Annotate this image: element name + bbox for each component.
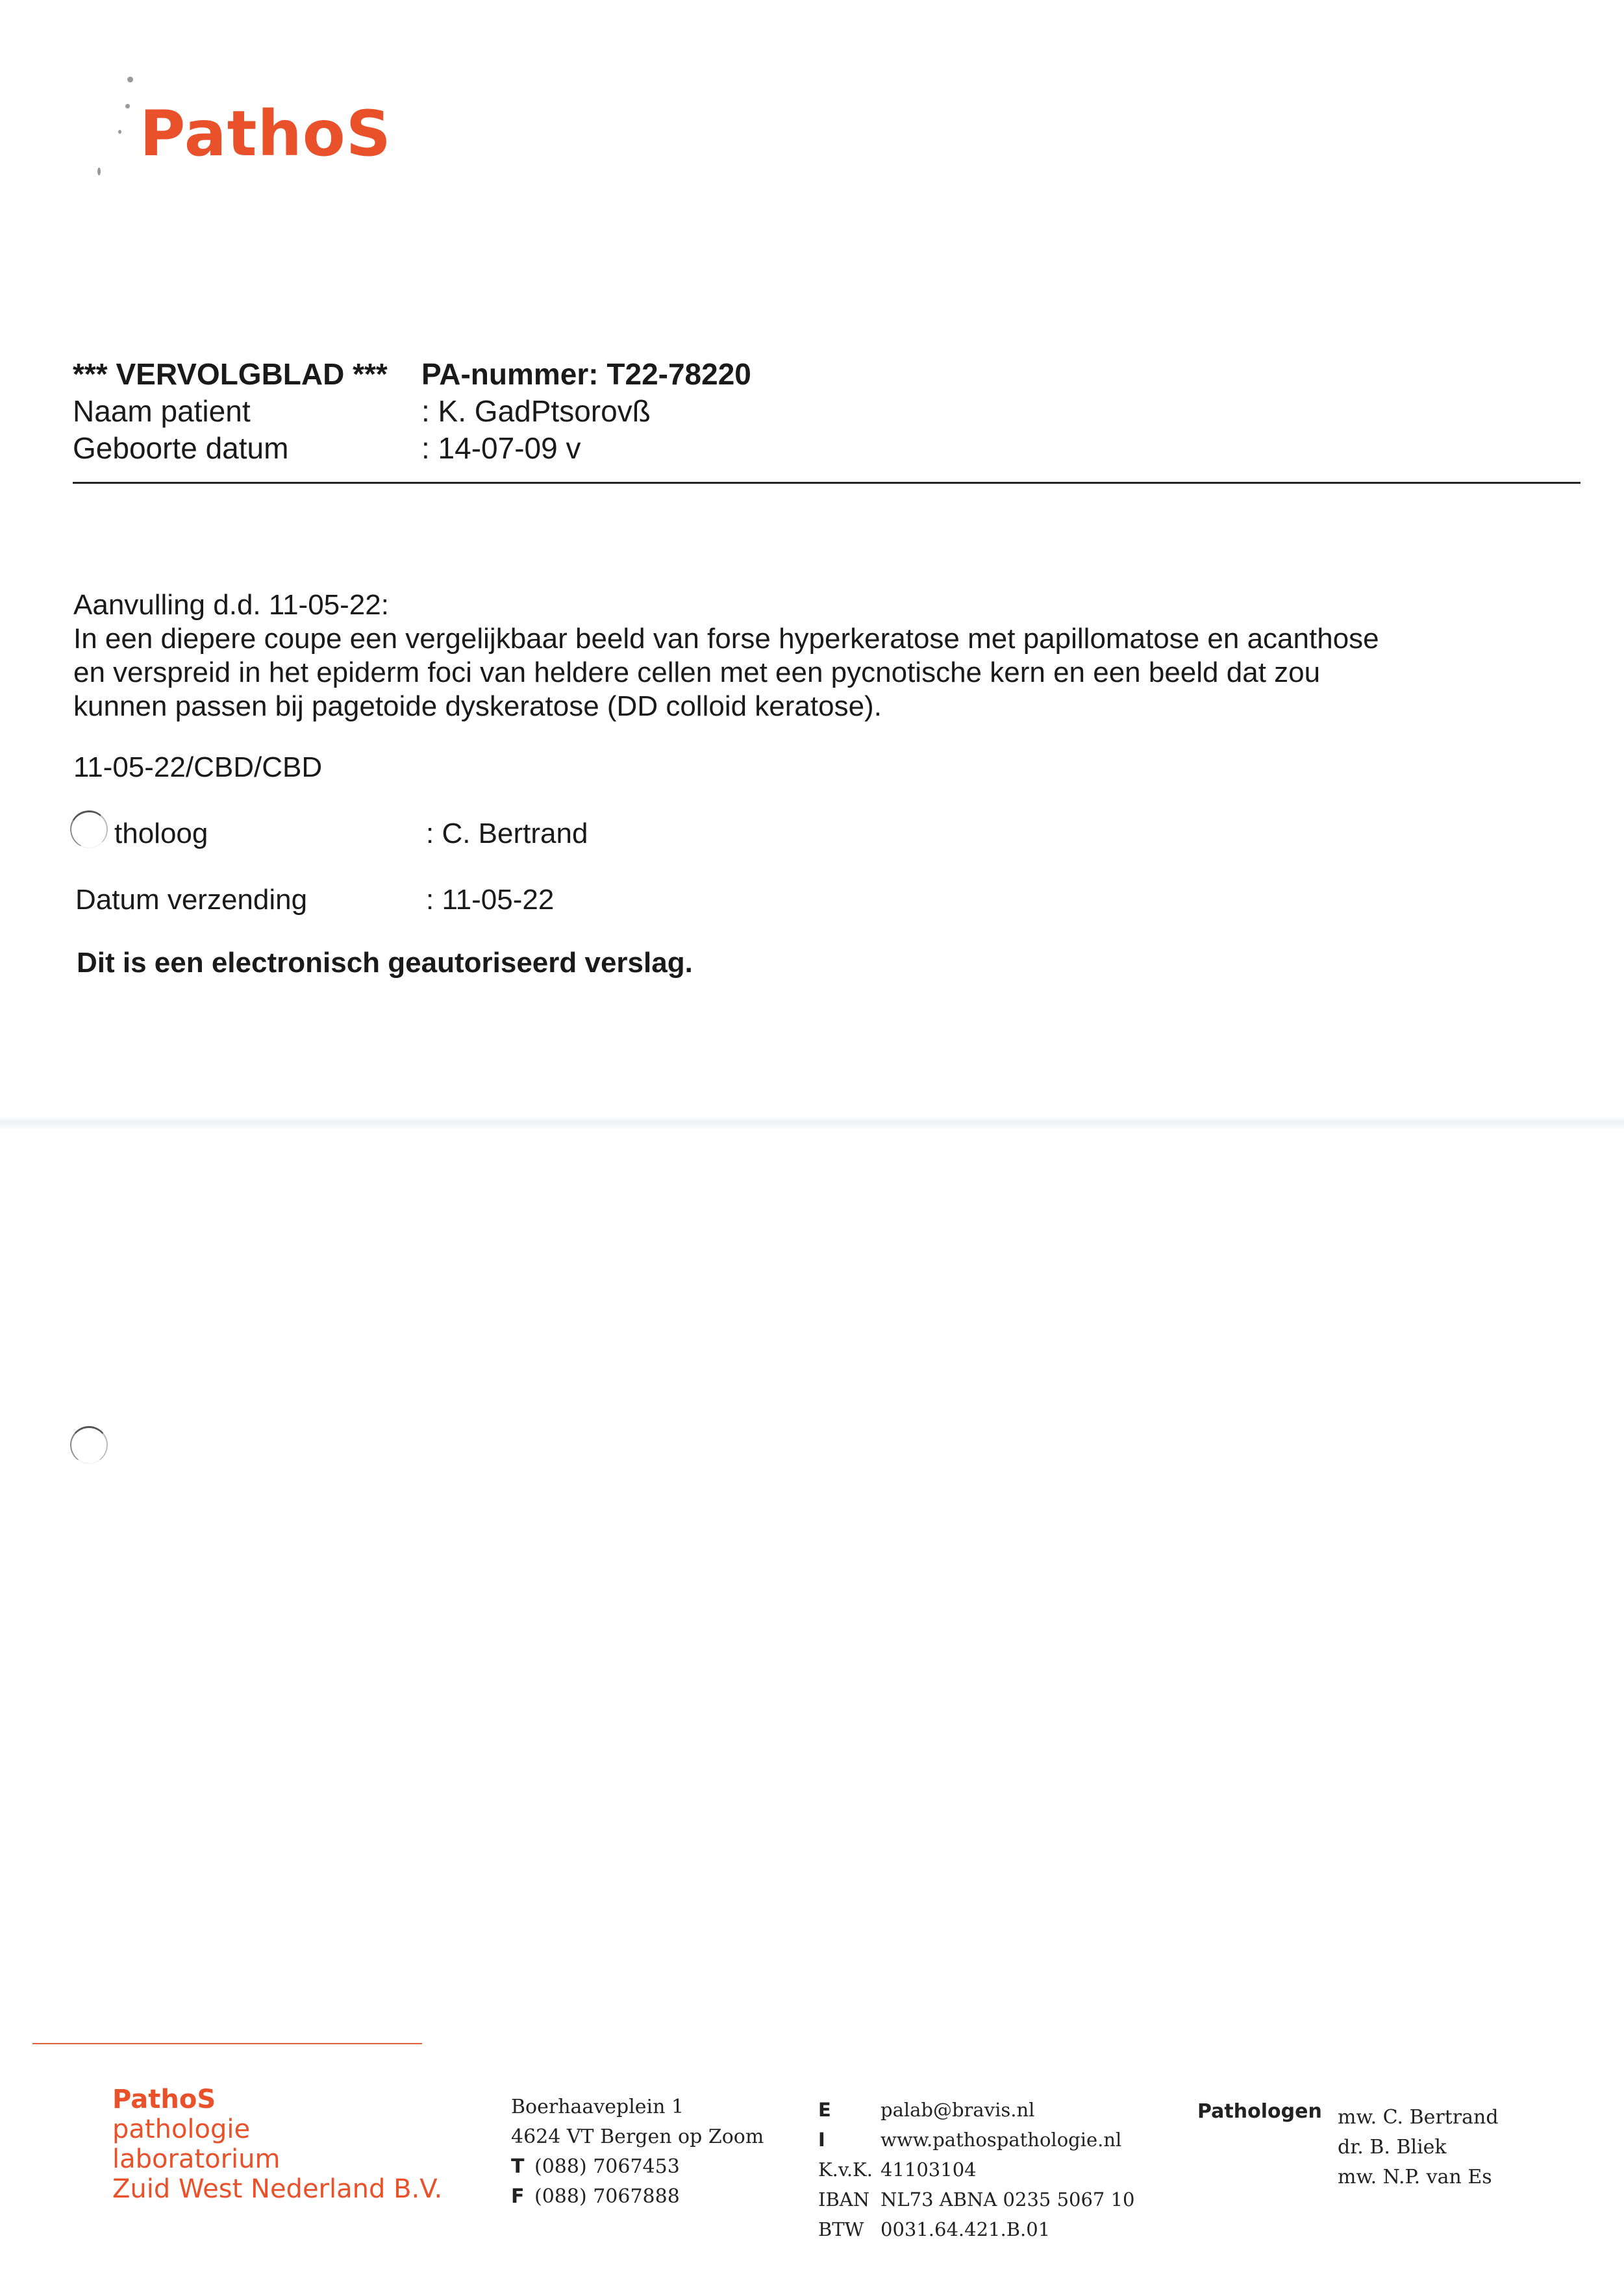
paper-fold bbox=[0, 1116, 1624, 1130]
footer-contact bbox=[818, 2095, 1135, 2244]
contact-kvk bbox=[818, 2155, 1135, 2185]
punch-hole-mark bbox=[70, 1426, 108, 1464]
pa-number-value: T22-78220 bbox=[606, 357, 751, 391]
footer-divider bbox=[32, 2043, 422, 2044]
contact-value: 0031.64.421.B.01 bbox=[881, 2218, 1051, 2240]
authorisation-note: Dit is een electronisch geautoriseerd verslag. bbox=[77, 947, 693, 979]
scan-speck bbox=[125, 104, 130, 108]
addendum-heading: Aanvulling d.d. 11-05-22: bbox=[73, 589, 389, 621]
footer-brand-line: laboratorium bbox=[112, 2144, 281, 2174]
report-line: en verspreid in het epiderm foci van heldere cellen met een pycnotische kern en een beeld dat zou bbox=[73, 657, 1321, 688]
contact-email bbox=[818, 2095, 1135, 2125]
header-divider bbox=[73, 482, 1580, 484]
contact-key: K.v.K. bbox=[818, 2159, 873, 2181]
address-phone bbox=[511, 2152, 764, 2182]
patient-name-value: : K. GadPtsorovß bbox=[421, 394, 651, 428]
contact-value: www.pathospathologie.nl bbox=[881, 2129, 1122, 2151]
contact-key: I bbox=[818, 2129, 825, 2151]
fax-value: (088) 7067888 bbox=[534, 2185, 680, 2208]
address-street: Boerhaaveplein 1 bbox=[511, 2096, 684, 2118]
pathologist-value: : C. Bertrand bbox=[426, 818, 588, 849]
pathos-logo: PathoS bbox=[140, 97, 392, 170]
report-line: In een diepere coupe een vergelijkbaar beeld van forse hyperkeratose met papillomatose en acanthose bbox=[73, 623, 1379, 655]
footer-brand-line: pathologie bbox=[112, 2114, 251, 2144]
sent-date-value: : 11-05-22 bbox=[426, 884, 555, 916]
contact-key: BTW bbox=[818, 2218, 864, 2240]
sent-date-label: Datum verzending bbox=[75, 884, 308, 916]
fax-key: F bbox=[511, 2185, 525, 2208]
patient-header bbox=[73, 356, 751, 467]
pa-number-label: PA-nummer: bbox=[421, 357, 599, 391]
footer-address bbox=[511, 2092, 764, 2212]
contact-value: palab@bravis.nl bbox=[881, 2099, 1035, 2121]
sent-date-row bbox=[75, 883, 554, 917]
sheet-title: *** VERVOLGBLAD *** bbox=[73, 357, 388, 391]
pathologist-label: tholoog bbox=[114, 818, 208, 849]
scan-speck bbox=[127, 77, 133, 82]
phone-value: (088) 7067453 bbox=[534, 2155, 680, 2178]
address-city: 4624 VT Bergen op Zoom bbox=[511, 2125, 764, 2148]
pathologist-name: mw. C. Bertrand bbox=[1338, 2106, 1499, 2129]
pathologists-list bbox=[1338, 2103, 1499, 2192]
patient-name-label: Naam patient bbox=[73, 394, 251, 428]
report-line: kunnen passen bij pagetoide dyskeratose (DD colloid keratose). bbox=[73, 690, 882, 722]
footer-brand bbox=[112, 2085, 442, 2204]
address-fax bbox=[511, 2182, 764, 2212]
report-body bbox=[73, 588, 1567, 723]
birth-date-label: Geboorte datum bbox=[73, 431, 289, 465]
contact-key: E bbox=[818, 2099, 831, 2121]
pa-number-line bbox=[421, 356, 751, 393]
scan-speck bbox=[118, 130, 121, 134]
contact-btw bbox=[818, 2214, 1135, 2244]
contact-key: IBAN bbox=[818, 2188, 870, 2211]
pathologist-name: mw. N.P. van Es bbox=[1338, 2166, 1492, 2188]
footer-brand-line: Zuid West Nederland B.V. bbox=[112, 2174, 443, 2204]
contact-iban bbox=[818, 2185, 1135, 2214]
signature-code: 11-05-22/CBD/CBD bbox=[73, 751, 323, 783]
contact-value: 41103104 bbox=[881, 2159, 977, 2181]
scan-speck bbox=[97, 168, 101, 175]
pathologists-heading: Pathologen bbox=[1197, 2100, 1322, 2123]
birth-date-value: : 14-07-09 v bbox=[421, 431, 581, 465]
phone-key: T bbox=[511, 2155, 525, 2178]
pathologist-name: dr. B. Bliek bbox=[1338, 2136, 1447, 2159]
contact-value: NL73 ABNA 0235 5067 10 bbox=[881, 2188, 1135, 2211]
footer-brand-name: PathoS bbox=[112, 2085, 216, 2114]
pathologist-row bbox=[75, 817, 588, 851]
contact-website bbox=[818, 2125, 1135, 2155]
